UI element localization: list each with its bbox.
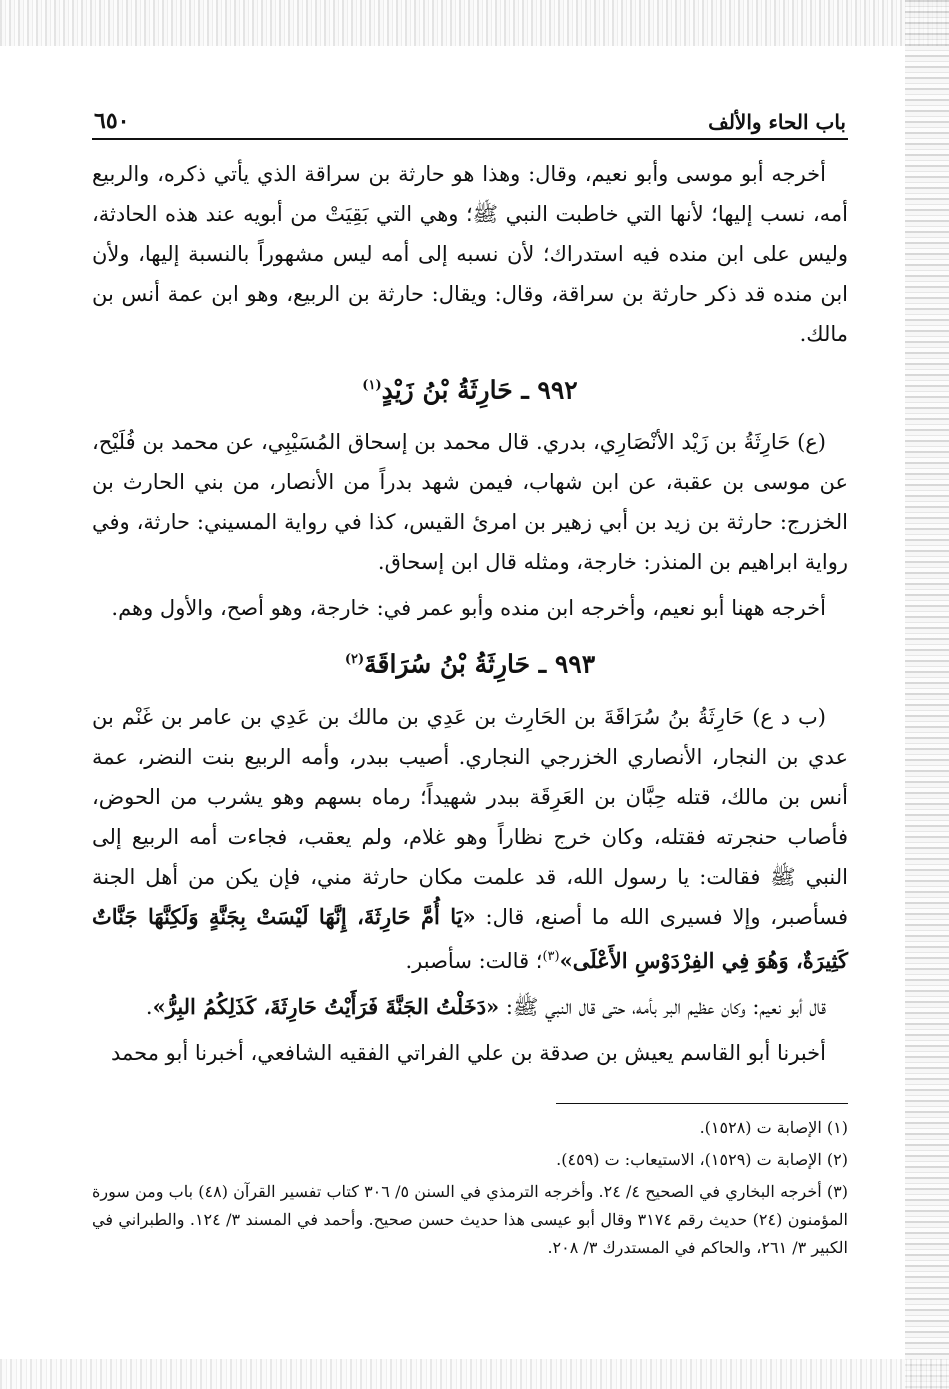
scan-noise-right [905,0,949,1389]
paragraph-5-text: قال أبو نعيم: وكان عظيم البر بأمه، حتى قال النبي ﷺ: [499,994,826,1019]
footnote-ref-3: (٣) [542,948,560,964]
entry-heading-993-text: ٩٩٣ ـ حَارِثَةُ بْنُ سُرَاقَةَ [364,649,596,679]
scan-noise-top [0,0,949,46]
main-text [92,154,848,1073]
paragraph-4 [92,697,848,981]
footnote-separator [556,1103,848,1104]
footnote-1: (١) الإصابة ت (١٥٢٨). [699,1117,848,1137]
footnote-3: (٣) أخرجه البخاري في الصحيح ٤/ ٢٤. وأخرجه الترمذي في السنن ٥/ ٣٠٦ كتاب تفسير القرآن (٤٨) باب ومن سورة المؤمنون (٢٤) حديث رقم ٣١٧٤ وقال أبو عيسى هذا حديث حسن صحيح. وأحمد في المسند ٣/ ١٢٤. والطبراني في الكبير ٣/ ٢٦١، والحاكم في المستدرك ٣/ ٢٠٨. [92,1181,849,1257]
footnote-2: (٢) الإصابة ت (١٥٢٩)، الاستيعاب: ت (٤٥٩). [556,1149,848,1169]
entry-heading-992 [92,364,848,412]
entry-heading-992-text: ٩٩٢ ـ حَارِثَةُ بْنُ زَيْدٍ [381,375,578,405]
scan-noise-bottom [0,1359,949,1389]
footnote-ref-1: (١) [362,378,382,393]
footnote-ref-2: (٢) [344,652,365,668]
chapter-title: باب الحاء والألف [708,110,846,134]
footnotes [92,1114,848,1262]
paragraph-2: (ع) حَارِثَةُ بن زَيْد الأنْصَارِي، بدري. قال محمد بن إسحاق المُسَيْبِي، عن محمد بن فُلَيْح، عن موسى بن عقبة، عن ابن شهاب، فيمن شهد بدراً من الأنصار، من بني الحارث بن الخزرج: حارثة بن زيد بن أبي زهير بن امرئ القيس، كذا في رواية المسيني: حارثة، وفي رواية ابراهيم بن المنذر: خارجة، ومثله قال ابن إسحاق. [92,430,848,575]
hadith-quote-1: «يَا أُمَّ حَارِثَةَ، إِنَّهَا لَيْسَتْ بِجَنَّةٍ وَلَكِنَّهَا جَنَّاتٌ كَثِيرَةٌ، وَهُوَ فِي الفِرْدَوْسِ الأَعْلَى» [92,903,848,973]
entry-heading-993 [92,638,848,686]
paragraph-4-text: (ب د ع) حَارِثَةُ بنُ سُرَاقَةَ بن الحَارِث بن عَدِي بن مالك بن عَدِي بن عامر بن غَنْم بن عدي بن النجار، الأنصاري الخزرجي النجاري. أصيب ببدر، وأمه الربيع بنت النضر، عمة أنس بن مالك، قتله حِبَّان بن العَرِقَة ببدر شهيداً؛ رماه بسهم وهو يشرب من الحوض، فأصاب حنجرته فقتله، وكان خرج نظاراً وهو غلام، ولم يعقب، فجاءت أمه الربيع إلى النبي ﷺ فقالت: يا رسول الله، قد علمت مكان حارثة مني، فإن يكن من أهل الجنة فسأصبر، وإلا فسيرى الله ما أصنع، قال: [92,704,848,929]
paragraph-6: أخبرنا أبو القاسم يعيش بن صدقة بن علي الفراتي الفقيه الشافعي، أخبرنا أبو محمد [111,1040,826,1065]
paragraph-1: أخرجه أبو موسى وأبو نعيم، وقال: وهذا هو حارثة بن سراقة الذي يأتي ذكره، والربيع أمه، نسب إليها؛ لأنها التي خاطبت النبي ﷺ؛ وهي التي بَقِيَتْ من أبويه عند هذه الحادثة، وليس على ابن منده فيه استدراك؛ لأن نسبه إلى أمه ليس مشهوراً بالنسبة إليها، ولأن ابن منده قد ذكر حارثة بن سراقة، وقال: ويقال: حارثة بن الربيع، وهو ابن عمة أنس بن مالك. [92,162,848,346]
paragraph-5 [92,987,848,1027]
page-content [92,98,848,1266]
paragraph-5-end: . [145,994,153,1019]
hadith-quote-2: «دَخَلْتُ الجَنَّةَ فَرَأَيْتُ حَارِثَةَ، كَذَلِكُمُ البِرُّ» [152,993,500,1019]
paragraph-4-end: ؛ قالت: سأصبر. [405,948,543,973]
page-number: ٦٥٠ [94,108,130,134]
running-header [92,98,848,140]
paragraph-3: أخرجه ههنا أبو نعيم، وأخرجه ابن منده وأبو عمر في: خارجة، وهو أصح، والأول وهم. [111,596,826,621]
